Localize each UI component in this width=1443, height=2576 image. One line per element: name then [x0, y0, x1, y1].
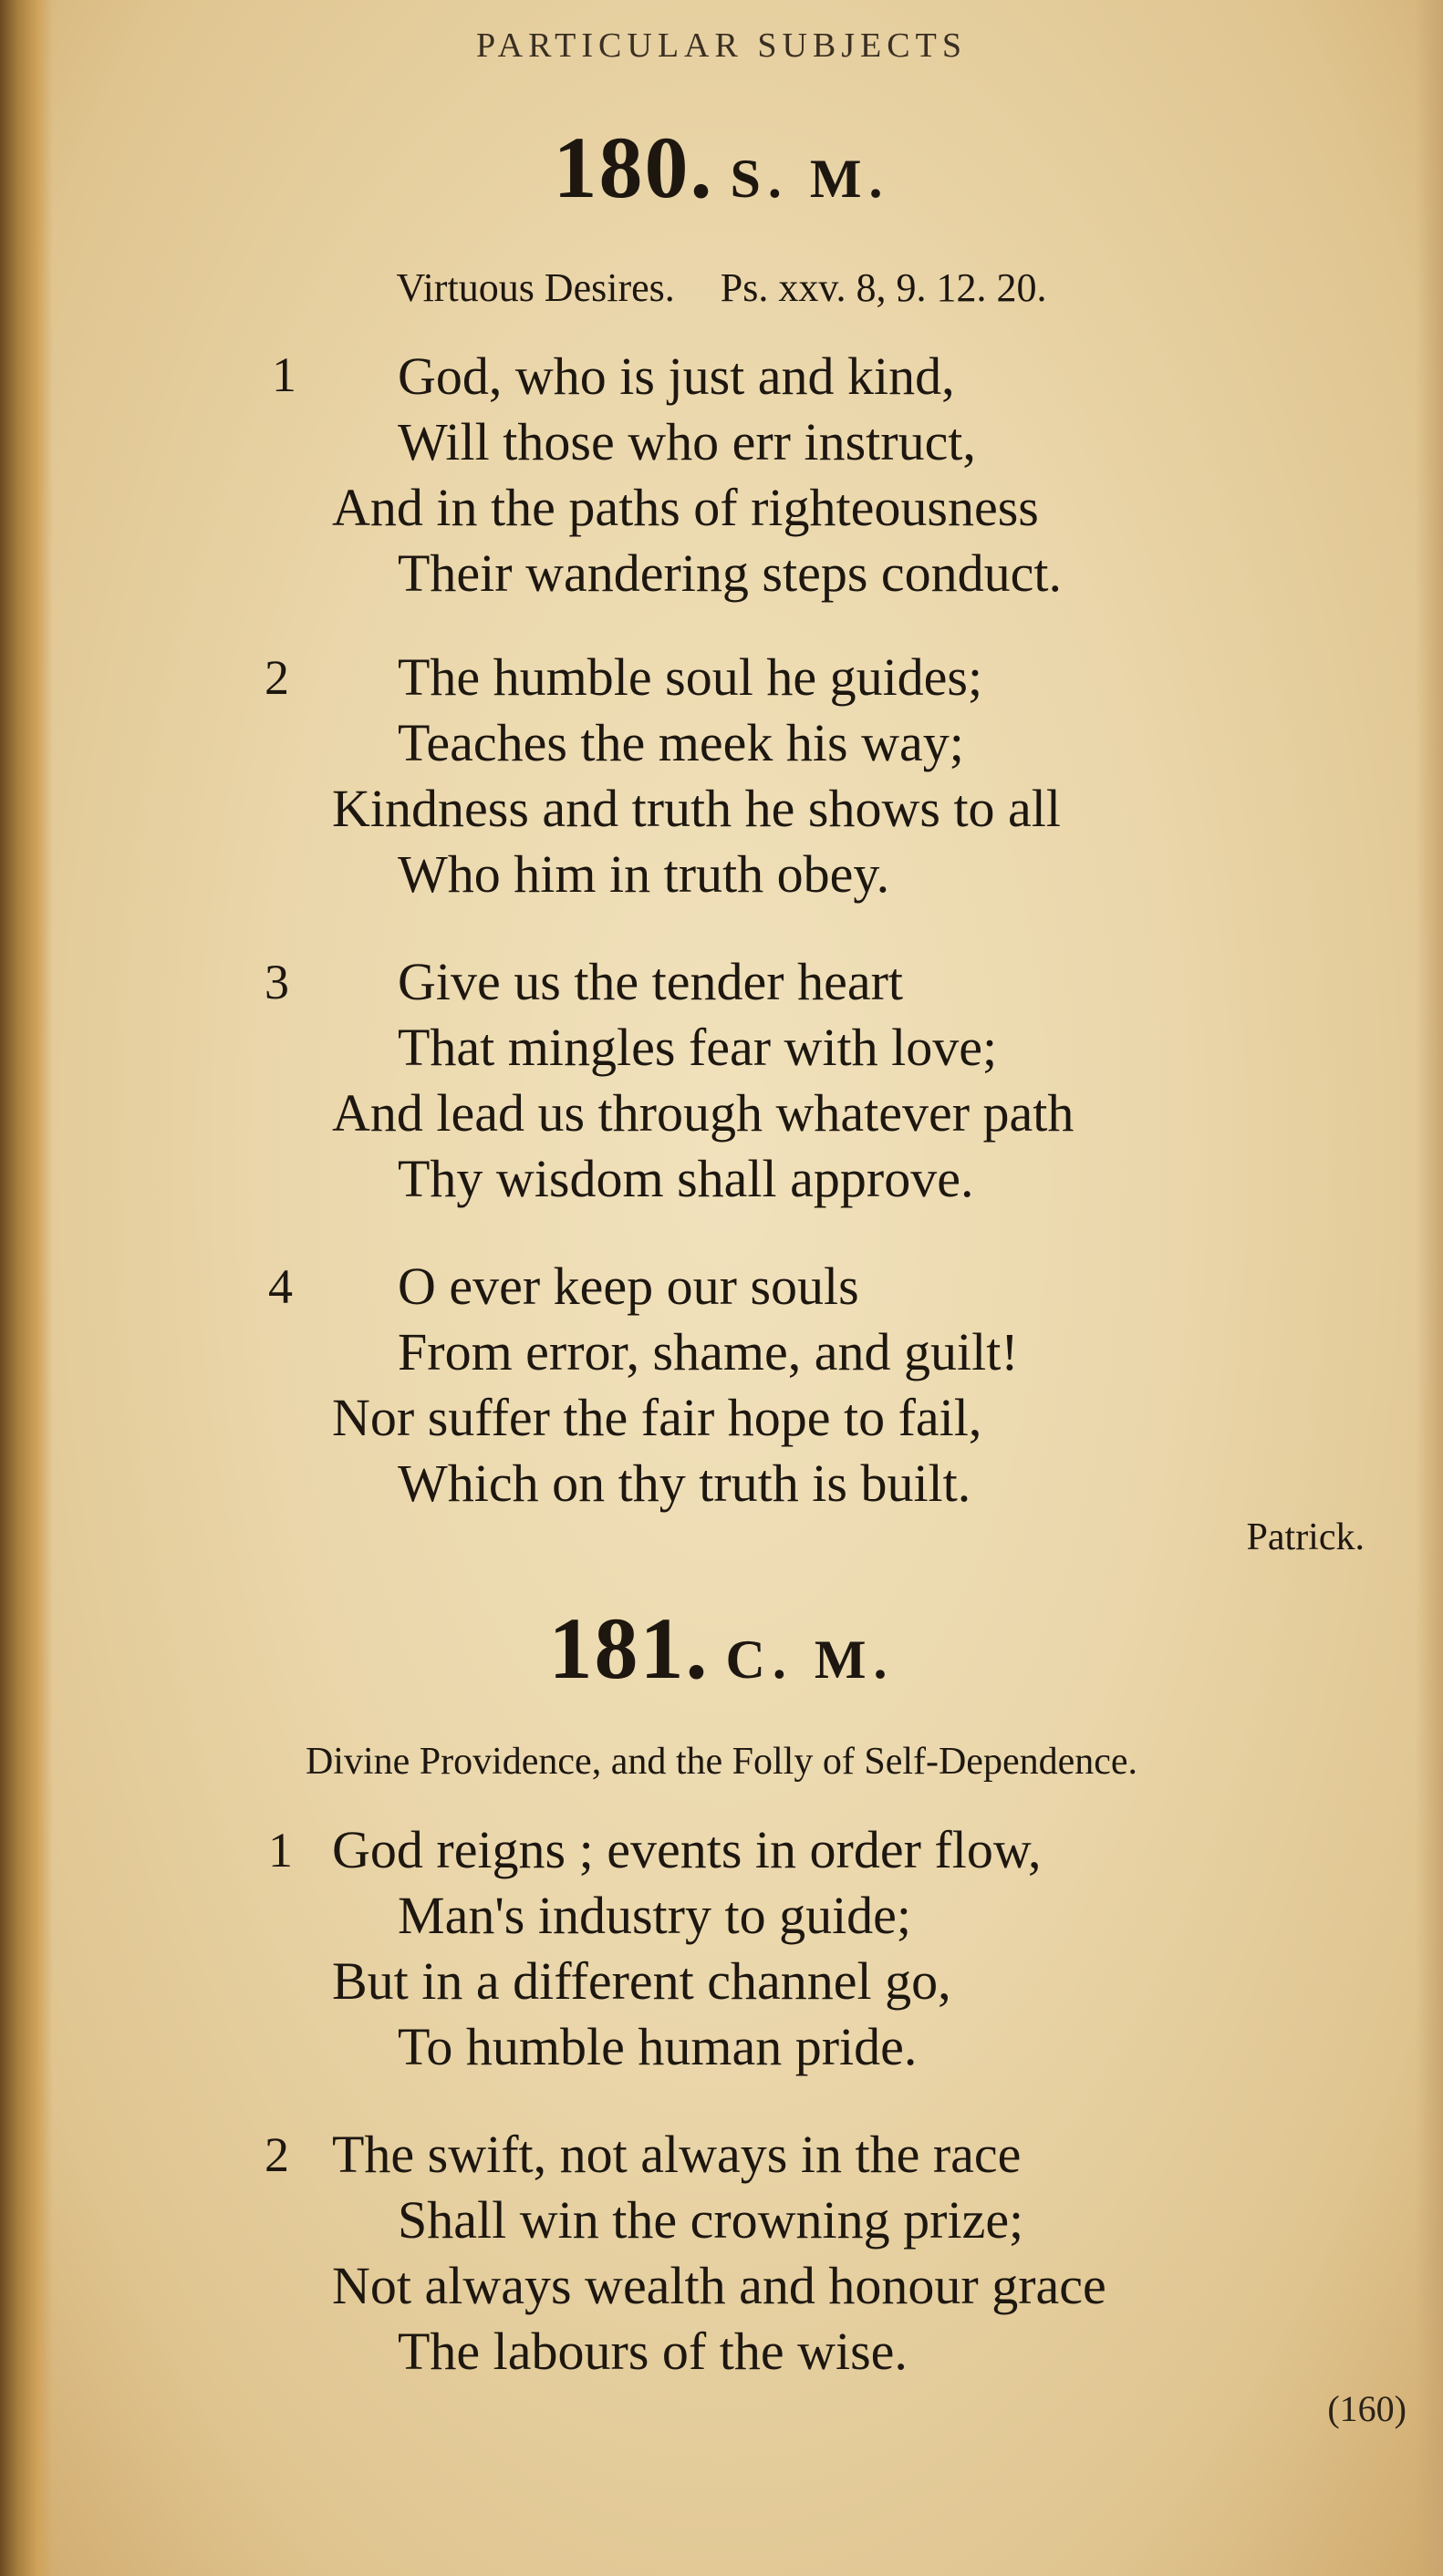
verse-line: Who him in truth obey.: [398, 844, 890, 904]
hymn-181-subtitle: [0, 1740, 1443, 1784]
hymn-181-heading: [0, 1598, 1443, 1699]
verse-line: Their wandering steps conduct.: [398, 543, 1063, 603]
hymn-title: Virtuous Desires.: [396, 265, 675, 310]
verse-line: Nor suffer the fair hope to fail,: [332, 1388, 982, 1447]
verse-line: But in a different channel go,: [332, 1951, 951, 2011]
stanza-number: 2: [265, 650, 289, 705]
verse-line: O ever keep our souls: [398, 1257, 859, 1316]
verse-line: From error, shame, and guilt!: [398, 1322, 1019, 1381]
verse-line: God, who is just and kind,: [398, 347, 955, 406]
verse-line: Teaches the meek his way;: [398, 713, 964, 772]
running-head: PARTICULAR SUBJECTS: [476, 26, 967, 65]
stanza-number: 3: [265, 955, 289, 1009]
scripture-reference: Ps. xxv. 8, 9. 12. 20.: [720, 265, 1047, 310]
stanza-number: 2: [265, 2127, 289, 2182]
verse-line: Not always wealth and honour grace: [332, 2256, 1106, 2315]
hymn-180-subtitle: [0, 264, 1443, 311]
verse-line: And in the paths of righteousness: [332, 478, 1039, 537]
stanza-number: 1: [272, 347, 296, 402]
verse-line: The labours of the wise.: [398, 2322, 908, 2381]
verse-line: God reigns ; events in order flow,: [332, 1820, 1042, 1879]
verse-line: Give us the tender heart: [398, 952, 904, 1011]
verse-line: And lead us through whatever path: [332, 1083, 1074, 1143]
verse-line: Shall win the crowning prize;: [398, 2190, 1024, 2250]
page-binding-shadow: [0, 0, 53, 2576]
hymn-number: 180.: [553, 119, 714, 216]
hymn-180-heading: [0, 117, 1443, 218]
stanza-number: 4: [268, 1259, 293, 1314]
hymn-meter: S. M.: [730, 149, 890, 209]
verse-line: That mingles fear with love;: [398, 1018, 998, 1077]
page-number: (160): [1327, 2388, 1407, 2429]
page-edge-shadow: [1416, 0, 1443, 2576]
verse-line: The swift, not always in the race: [332, 2125, 1022, 2184]
verse-line: Which on thy truth is built.: [398, 1454, 971, 1513]
verse-line: Man's industry to guide;: [398, 1886, 912, 1945]
verse-line: The humble soul he guides;: [398, 647, 983, 707]
verse-line: Kindness and truth he shows to all: [332, 779, 1062, 838]
verse-line: Thy wisdom shall approve.: [398, 1149, 974, 1208]
hymn-attribution: Patrick.: [1246, 1516, 1365, 1558]
hymn-title: Divine Providence, and the Folly of Self-Dependence.: [305, 1741, 1138, 1783]
verse-line: To humble human pride.: [398, 2017, 918, 2076]
hymn-meter: C. M.: [725, 1629, 895, 1690]
hymn-number: 181.: [548, 1599, 710, 1697]
verse-line: Will those who err instruct,: [398, 412, 976, 471]
stanza-number: 1: [268, 1823, 293, 1878]
